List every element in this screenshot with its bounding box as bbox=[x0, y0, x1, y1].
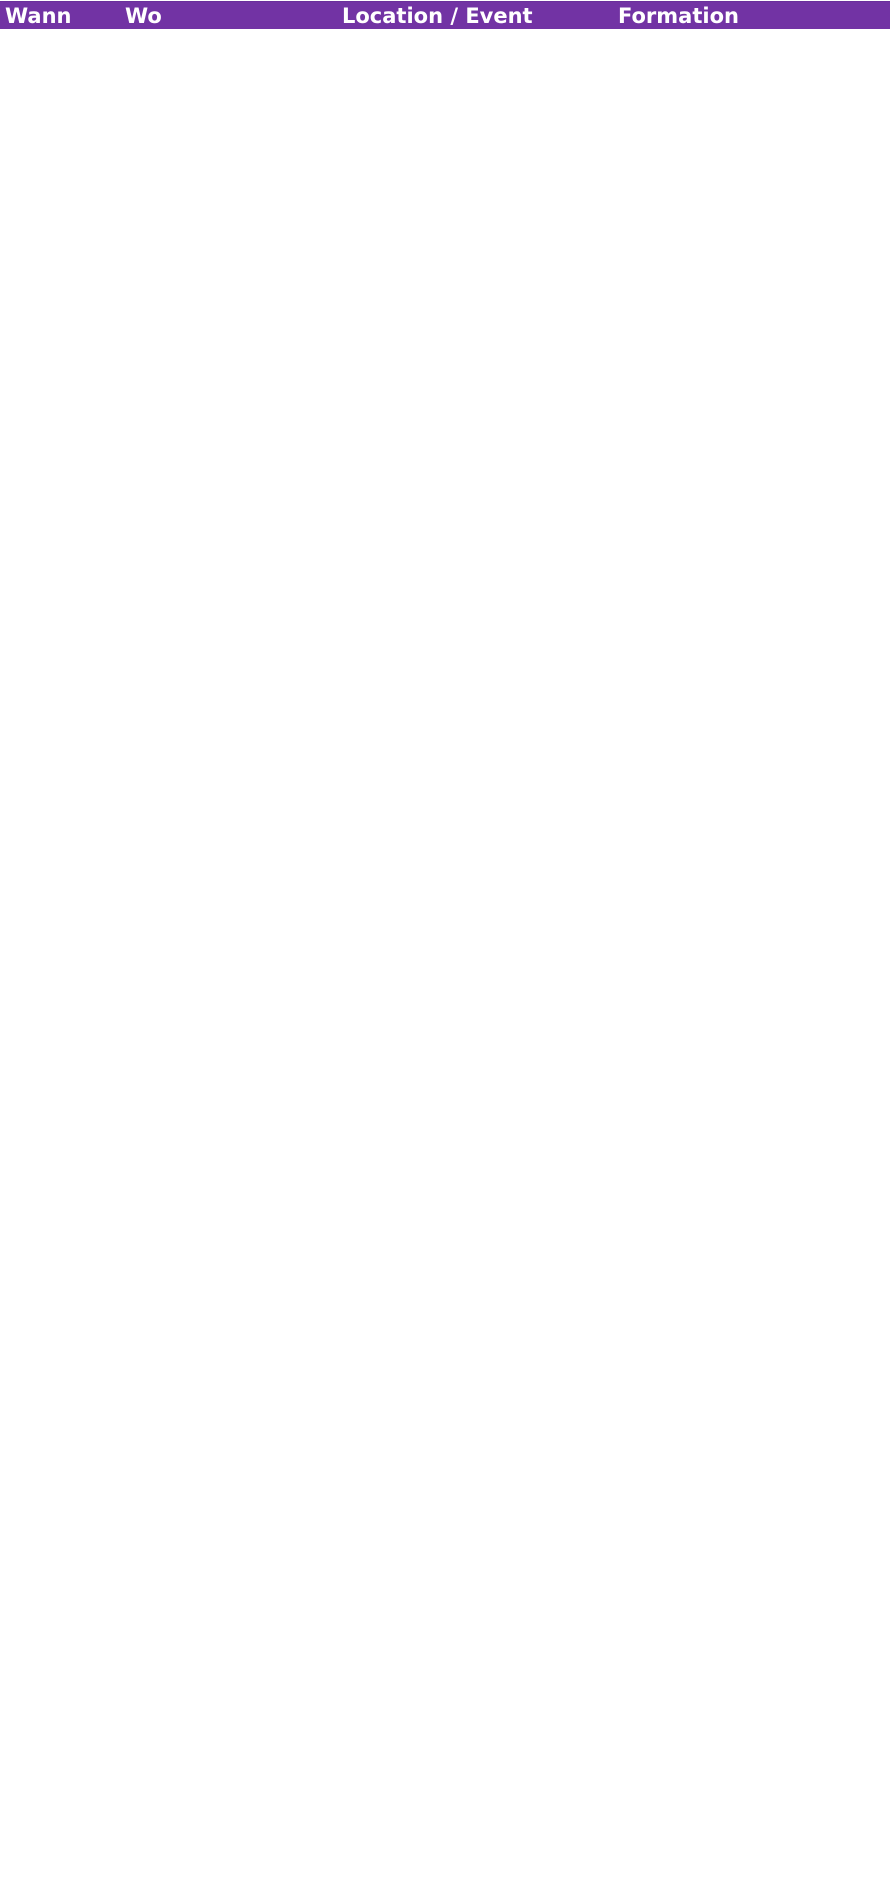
column-header-wann: Wann bbox=[5, 4, 72, 28]
column-header-wo: Wo bbox=[125, 4, 162, 28]
column-header-location-event: Location / Event bbox=[342, 4, 533, 28]
table-header-row bbox=[0, 1, 890, 29]
table-body bbox=[0, 29, 890, 1892]
column-header-formation: Formation bbox=[618, 4, 739, 28]
